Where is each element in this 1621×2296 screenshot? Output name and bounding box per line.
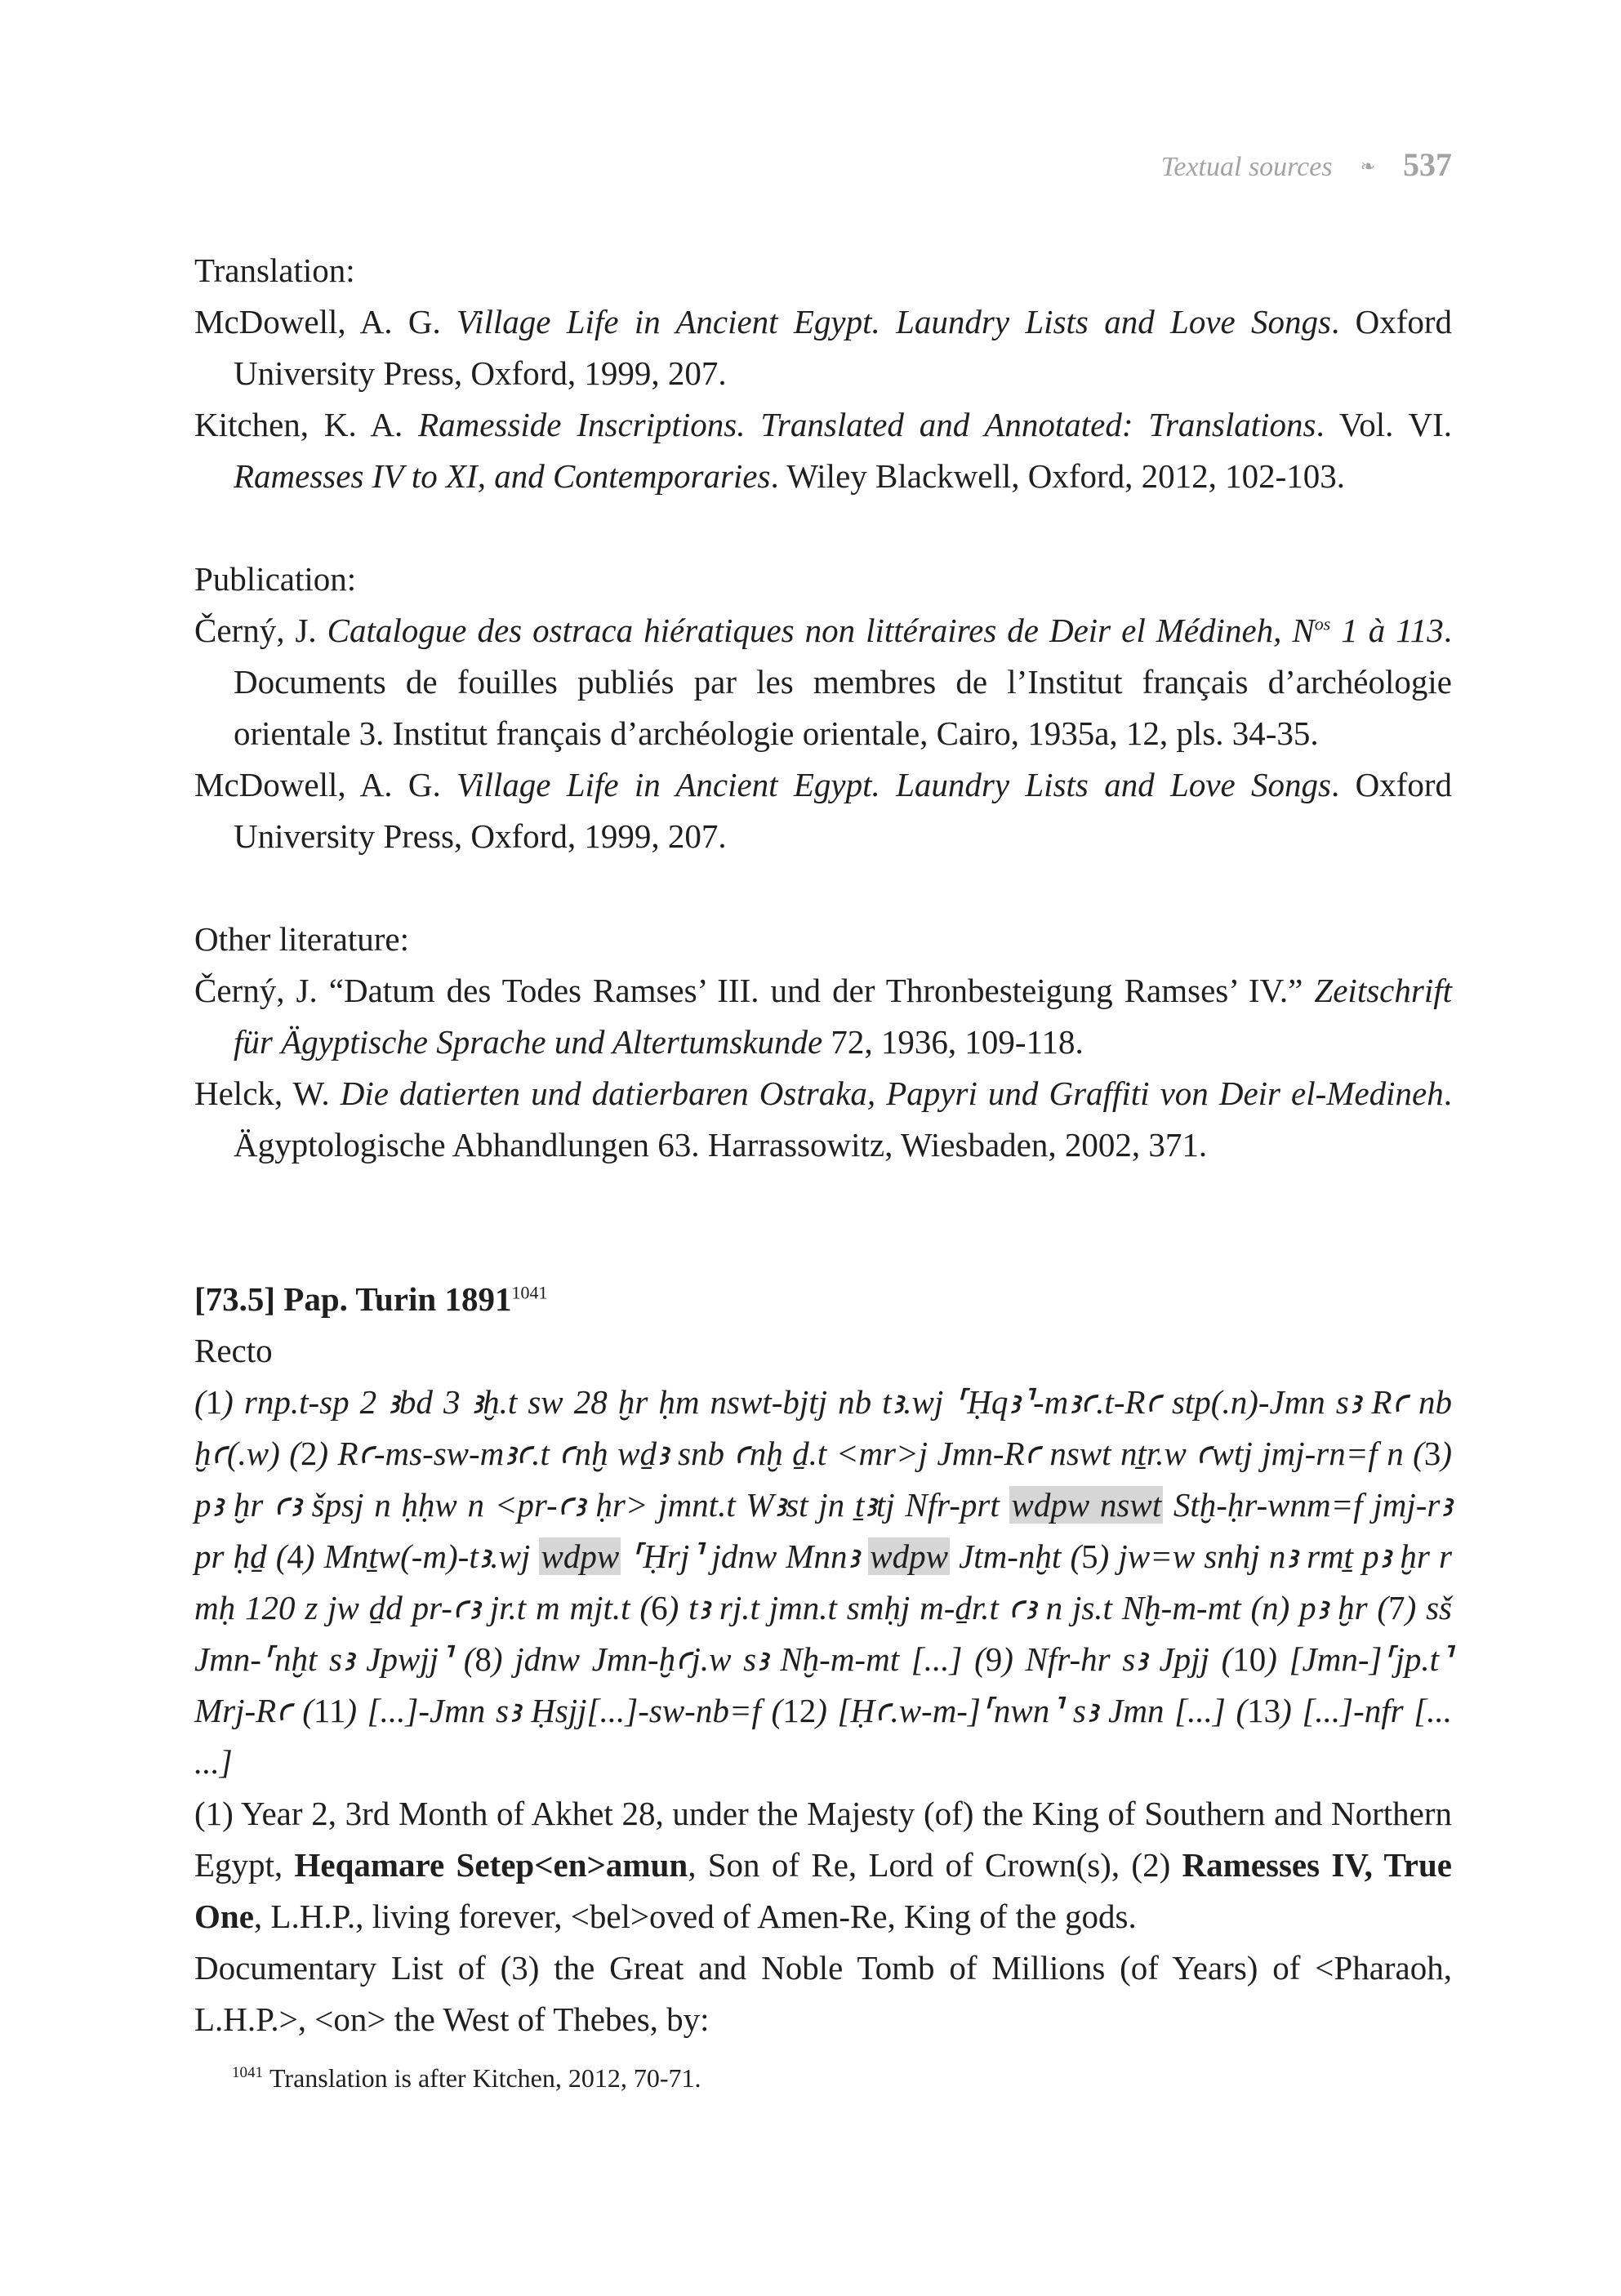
publication-label: Publication: (194, 560, 357, 598)
line-number: 1 (205, 1383, 223, 1421)
translation-paragraph-2: Documentary List of (3) the Great and Noble Tomb of Millions (of Years) of <Pharaoh, L.H.P.>, <on> the West of Thebes, by: (194, 1949, 1452, 2038)
ref-title-end: 1 à 113 (1330, 612, 1444, 649)
publication-ref-cerny (194, 605, 1452, 759)
translation-ref-mcdowell (194, 296, 1452, 399)
highlighted-term: wdpw (870, 1537, 948, 1575)
ref-title: Catalogue des ostraca hiératiques non littéraires de Deir el Médineh, N (327, 612, 1315, 649)
line-number: 5 (1081, 1537, 1098, 1575)
ref-author: Kitchen, K. A. (194, 406, 419, 443)
ref-author: McDowell, A. G. (194, 766, 457, 803)
translation-label: Translation: (194, 251, 355, 289)
line-number: 8 (474, 1640, 492, 1678)
ref-details: 72, 1936, 109-118. (822, 1023, 1084, 1061)
line-number: 10 (1232, 1640, 1267, 1678)
body-text (194, 245, 1452, 2096)
section-heading (194, 1274, 1452, 1325)
running-head (194, 145, 1452, 184)
line-number: 7 (1388, 1589, 1405, 1626)
running-head-title: Textual sources (1160, 152, 1333, 182)
line-number: 4 (287, 1537, 304, 1575)
ref-details: . Oxford University Press, Oxford, 1999, 207. (234, 303, 1453, 392)
ref-title: Village Life in Ancient Egypt. Laundry Lists and Love Songs (456, 303, 1332, 340)
footnote-marker: 1041 (511, 1282, 548, 1303)
ref-volume: . Vol. VI. (1316, 406, 1452, 443)
page-number: 537 (1403, 146, 1452, 183)
section-heading-text: [73.5] Pap. Turin 1891 (194, 1280, 512, 1318)
ref-details: . Ägyptologische Abhandlungen 63. Harrassowitz, Wiesbaden, 2002, 371. (234, 1075, 1452, 1164)
line-number: 12 (782, 1692, 817, 1729)
translation-paragraph: (1) Year 2, 3rd Month of Akhet 28, under the Majesty (of) the King of Southern and Northern Egypt, Heqamare Setep<en>amun, Son of Re, Lord of Crown(s), (2) Ramesses IV, True One, L.H.P., living forever, <bel>oved of Amen-Re, King of the gods. (194, 1795, 1453, 1935)
ref-details: . Documents de fouilles publiés par les membres de l’Institut français d’archéologie orientale 3. Institut français d’archéologie orientale, Cairo, 1935a, 12, pls. 34-35. (234, 612, 1453, 752)
transliteration: (1) rnp.t-sp 2 ꜣbd 3 ꜣḫ.t sw 28 ḫr ḥm nswt-bjtj nb tꜣ.wj ⸢Ḥqꜣ⸣-mꜣꜥ.t-Rꜥ stp(.n)-Jmn sꜣ Rꜥ nb ḫꜥ(.w) (2) Rꜥ-ms-sw-mꜣꜥ.t ꜥnḫ wḏꜣ snb ꜥnḫ ḏ.t <mr>j Jmn-Rꜥ nswt nṯr.w ꜥwtj jmj-rn=f n (3) pꜣ ḫr ꜥꜣ špsj n ḥḥw n <pr-ꜥꜣ ḥr> jmnt.t Wꜣst jn ṯꜣtj Nfr-prt wdpw nswt Stḫ-ḥr-wnm=f jmj-rꜣ pr ḥḏ (4) Mnṯw(-m)-tꜣ.wj wdpw ⸢Ḥrj⸣ jdnw Mnnꜣ wdpw Jtm-nḫt (5) jw=w snhj nꜣ rmṯ pꜣ ḫr r mḥ 120 z jw ḏd pr-ꜥꜣ jr.t m mjt.t (6) tꜣ rj.t jmn.t smḥj m-ḏr.t ꜥꜣ n js.t Nḫ-m-mt (n) pꜣ ḫr (7) sš Jmn-⸢nḫt sꜣ Jpwjj⸣ (8) jdnw Jmn-ḫꜥj.w sꜣ Nḫ-m-mt [...] (9) Nfr-hr sꜣ Jpjj (10) [Jmn-]⸢jp.t⸣ Mrj-Rꜥ (11) [...]-Jmn sꜣ Ḥsjj[...]-sw-nb=f (12) [Ḥꜥ.w-m-]⸢nwn⸣ sꜣ Jmn [...] (13) [...]-nfr [... ...] (194, 1383, 1452, 1781)
ref-details: . Oxford University Press, Oxford, 1999, 207. (234, 766, 1453, 855)
ref-title: Die datierten und datierbaren Ostraka, Papyri und Graffiti von Deir el-Medineh (340, 1075, 1444, 1112)
ref-title: Village Life in Ancient Egypt. Laundry Lists and Love Songs (456, 766, 1332, 803)
footnote (194, 2060, 1452, 2096)
highlighted-term: wdpw (541, 1537, 620, 1575)
line-number: 2 (300, 1435, 318, 1472)
ref-author: Černý, J. “Datum des Todes Ramses’ III. und der Thronbesteigung Ramses’ IV.” (194, 972, 1315, 1009)
line-number: 13 (1247, 1692, 1281, 1729)
other-literature-label: Other literature: (194, 920, 409, 958)
publication-ref-mcdowell (194, 759, 1452, 862)
running-head-ornament-icon: ❧ (1360, 157, 1375, 177)
ref-superscript: os (1314, 613, 1331, 634)
royal-name: Heqamare Setep<en>amun (294, 1846, 688, 1884)
translation-ref-kitchen (194, 399, 1452, 502)
ref-author: Helck, W. (194, 1075, 341, 1112)
ref-author: Černý, J. (194, 612, 327, 649)
line-number: 6 (651, 1589, 668, 1626)
other-ref-cerny (194, 965, 1452, 1068)
section-subheading: Recto (194, 1332, 273, 1369)
royal-name: Ramesses IV, True One (194, 1846, 1453, 1935)
line-number: 3 (1423, 1435, 1441, 1472)
line-number: 9 (985, 1640, 1003, 1678)
highlighted-term: wdpw nswt (1011, 1486, 1162, 1524)
footnote-number: 1041 (232, 2064, 263, 2082)
other-ref-helck (194, 1068, 1452, 1171)
ref-title: Zeitschrift für Ägyptische Sprache und Altertumskunde (234, 972, 1452, 1061)
line-number: 11 (313, 1692, 346, 1729)
ref-title: Ramesside Inscriptions. Translated and Annotated: Translations (418, 406, 1316, 443)
ref-details: . Wiley Blackwell, Oxford, 2012, 102-103. (770, 457, 1346, 495)
footnote-text: Translation is after Kitchen, 2012, 70-71. (269, 2063, 701, 2093)
ref-author: McDowell, A. G. (194, 303, 457, 340)
ref-subtitle: Ramesses IV to XI, and Contemporaries (234, 457, 771, 495)
